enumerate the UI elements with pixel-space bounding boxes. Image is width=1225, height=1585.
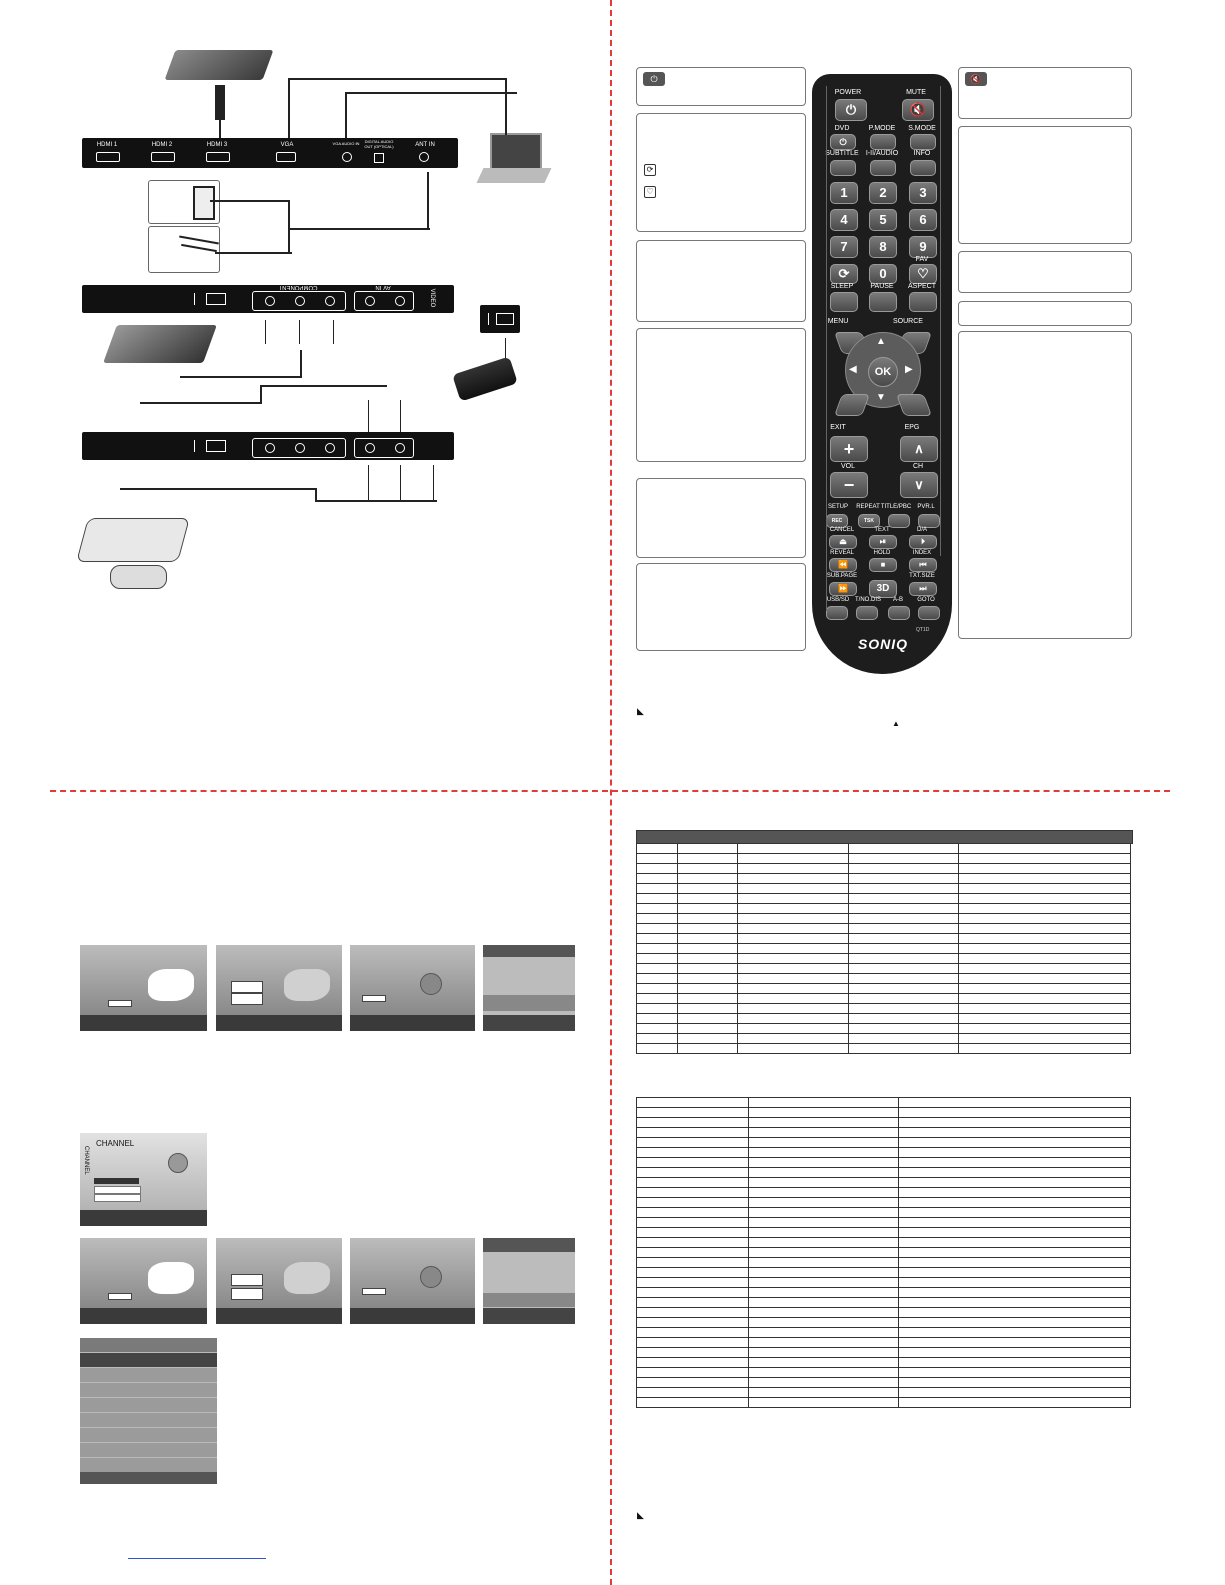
table-row	[637, 1268, 1131, 1278]
antenna-cable-h2	[215, 252, 292, 254]
port-label-optical: DIGITAL AUDIO OUT (OPTICAL)	[364, 139, 394, 149]
table-row	[637, 1338, 1131, 1348]
callout-numbers	[636, 113, 806, 232]
callout-nav	[636, 328, 806, 462]
dvd-label: DVD	[834, 125, 850, 132]
video-label: VIDEO	[429, 288, 435, 308]
setup-screen-scan-2	[483, 1238, 575, 1324]
callout-usb	[636, 563, 806, 651]
table-row	[637, 1158, 1131, 1168]
pause-label: PAUSE	[870, 283, 894, 290]
txtsize-label: TXT.SIZE	[909, 573, 935, 579]
subtitle-button[interactable]	[830, 160, 856, 176]
table-row	[637, 1108, 1131, 1118]
power-button[interactable]: ⏻	[835, 99, 867, 121]
titlepbc-button[interactable]	[888, 514, 910, 528]
audio-jack-l	[395, 296, 405, 306]
arrow-up-game-1	[368, 465, 369, 500]
laptop-cable	[505, 78, 507, 135]
antenna-cable-h	[210, 200, 290, 202]
vga-port	[276, 152, 296, 162]
dvd-component-cable	[180, 376, 302, 378]
tv-side-panel-2	[82, 432, 454, 460]
source-label: SOURCE	[893, 318, 923, 325]
fav-icon: ♡	[644, 186, 656, 198]
digit-6-button[interactable]: 6	[909, 209, 937, 231]
tv-rear-panel-top	[82, 138, 458, 168]
audio-button[interactable]	[870, 160, 896, 176]
fav-label: FAV	[915, 256, 929, 263]
table-row	[637, 1358, 1131, 1368]
table-row	[637, 874, 1131, 884]
antenna-cable-main	[288, 228, 430, 230]
table-row	[637, 1128, 1131, 1138]
nav-up-icon[interactable]: ▲	[876, 336, 886, 347]
hdmi-plug	[215, 85, 225, 120]
remote-brand: SONIQ	[857, 636, 909, 652]
table-row	[637, 864, 1131, 874]
pvrl-button[interactable]	[918, 514, 940, 528]
audio-cable-down	[345, 92, 347, 140]
subpage-label: SUB.PAGE	[826, 573, 858, 579]
satellite-icon	[168, 1153, 188, 1173]
channel-menu-title: CHANNEL	[96, 1139, 135, 1148]
spec-table-2	[636, 1097, 1131, 1408]
table-row	[637, 994, 1131, 1004]
horizontal-cut-line	[50, 790, 1170, 792]
digit-8-button[interactable]: 8	[869, 236, 897, 258]
port-label-hdmi3: HDMI 3	[206, 142, 228, 148]
laptop	[480, 133, 548, 188]
rec-button[interactable]: REC	[826, 514, 848, 528]
table-row	[637, 904, 1131, 914]
vga-cable-down	[288, 78, 290, 140]
setup-screen-tuner-2	[350, 1238, 475, 1324]
table-row	[637, 1138, 1131, 1148]
ch-up-button[interactable]: ∧	[900, 436, 938, 462]
text-label: TEXT	[874, 527, 890, 533]
table-row	[637, 844, 1131, 854]
callout-source	[958, 301, 1132, 326]
av-in-label: AV IN	[375, 284, 391, 290]
dvd-audio-cable-h2	[260, 385, 387, 387]
table-row	[637, 934, 1131, 944]
port-label-vga: VGA	[280, 142, 294, 148]
game-cable-h2	[315, 500, 437, 502]
setup-screen-scan	[483, 945, 575, 1031]
digit-4-button[interactable]: 4	[830, 209, 858, 231]
leader-line-left	[804, 86, 827, 611]
remote-model: QT1D	[916, 627, 930, 633]
goto-label: GOTO	[917, 597, 935, 603]
mute-button[interactable]: 🔇	[902, 99, 934, 121]
callout-mute	[958, 67, 1132, 119]
sleep-label: SLEEP	[830, 283, 854, 290]
ok-button[interactable]: OK	[868, 357, 898, 387]
info-label: INFO	[913, 150, 931, 157]
next-button[interactable]: ⏭	[909, 582, 937, 596]
vol-down-button[interactable]: −	[830, 472, 868, 498]
component-jack-pr	[265, 296, 275, 306]
table-row	[637, 1238, 1131, 1248]
arrow-down-1	[368, 400, 369, 432]
usb-port	[206, 293, 226, 305]
ab-button[interactable]	[888, 606, 910, 620]
vertical-cut-line	[610, 0, 612, 1585]
setup-screen-region-2	[216, 1238, 342, 1324]
subtitle-label: SUBTITLE	[825, 150, 859, 157]
table-row	[637, 1004, 1131, 1014]
table-row	[637, 1098, 1131, 1108]
leader-line-right	[940, 86, 959, 556]
dvd-cable-v	[300, 350, 302, 378]
audio-jack-r	[365, 296, 375, 306]
setup-screen-country	[80, 945, 207, 1031]
table-row	[637, 1278, 1131, 1288]
game-cable-h	[120, 488, 317, 490]
callout-sleep	[636, 240, 806, 322]
recall-icon: ⟳	[644, 164, 656, 176]
wall-socket-box	[148, 180, 220, 224]
table-row	[637, 1198, 1131, 1208]
3d-button[interactable]: 3D	[869, 580, 897, 598]
callout-power	[636, 67, 806, 106]
optical-port	[374, 153, 384, 163]
satellite-dish-icon	[420, 973, 442, 995]
table1-header	[636, 830, 1133, 844]
table-row	[637, 1148, 1131, 1158]
dvd-audio-cable-v	[260, 385, 262, 404]
table-row	[637, 1258, 1131, 1268]
usbsd-button[interactable]	[826, 606, 848, 620]
table-row	[637, 1248, 1131, 1258]
recall-button[interactable]: ⟳	[830, 264, 858, 284]
epg-label: EPG	[904, 424, 920, 431]
table-row	[637, 1308, 1131, 1318]
component-group-2	[252, 438, 346, 458]
setup-label: SETUP	[827, 504, 848, 510]
antenna-cable-up	[427, 172, 429, 230]
mute-label: MUTE	[906, 89, 926, 96]
hdmi2-port	[151, 152, 175, 162]
table-row	[637, 884, 1131, 894]
channel-menu-side-title: CHANNEL	[83, 1146, 89, 1175]
digit-5-button[interactable]: 5	[869, 209, 897, 231]
mute-icon: 🔇	[965, 72, 987, 86]
vol-label: VOL	[840, 463, 855, 470]
vga-audio-jack	[342, 152, 352, 162]
arrow-up-2	[299, 320, 300, 344]
component-group-1	[252, 284, 346, 311]
remote-control	[812, 74, 952, 674]
spec-table-1	[636, 843, 1131, 1054]
exit-label: EXIT	[830, 424, 846, 431]
table-row	[637, 854, 1131, 864]
table-row	[637, 1398, 1131, 1408]
hdmi1-port	[96, 152, 120, 162]
tsk-button[interactable]: TSK	[858, 514, 880, 528]
callout-aspect	[958, 251, 1132, 293]
nav-right-icon[interactable]: ▶	[905, 364, 913, 375]
setup-screen-country-2	[80, 1238, 207, 1324]
pvrl-label: PVR.L	[917, 504, 935, 510]
audio-label: I-II/AUDIO	[865, 150, 899, 157]
table-row	[637, 1168, 1131, 1178]
game-controller	[110, 565, 167, 589]
callout-modes	[958, 126, 1132, 244]
note-icon: ◣	[637, 706, 644, 716]
arrow-up-game-3	[433, 465, 434, 500]
smode-label: S.MODE	[908, 125, 936, 132]
table-row	[637, 1348, 1131, 1358]
rewind-button[interactable]: ⏪	[829, 558, 857, 572]
table-row	[637, 1388, 1131, 1398]
game-console	[76, 518, 190, 562]
arrow-up-game-2	[400, 465, 401, 500]
arrow-up-1	[265, 320, 266, 344]
setup-screen-tuner	[350, 945, 475, 1031]
index-label: INDEX	[912, 550, 932, 556]
hold-label: HOLD	[873, 550, 891, 556]
port-label-hdmi1: HDMI 1	[96, 142, 118, 148]
reveal-label: REVEAL	[830, 550, 854, 556]
component-jack-y	[325, 296, 335, 306]
usb-symbol	[194, 293, 203, 305]
nav-down-right-button[interactable]	[896, 394, 932, 416]
aspect-button[interactable]	[909, 292, 937, 312]
audio-cable	[345, 92, 517, 94]
table-row	[637, 954, 1131, 964]
digit-2-button[interactable]: 2	[869, 182, 897, 204]
settings-menu-list	[80, 1338, 217, 1484]
prev-button[interactable]: ⏮	[909, 558, 937, 572]
hdmi3-port	[206, 152, 230, 162]
dvd-player-2	[103, 325, 217, 363]
table-row	[637, 1014, 1131, 1024]
digit-7-button[interactable]: 7	[830, 236, 858, 258]
australia-map	[148, 969, 194, 1001]
channel-menu	[80, 1133, 207, 1226]
power-icon: ⏻	[643, 72, 665, 86]
table-row	[637, 1328, 1131, 1338]
table-row	[637, 1288, 1131, 1298]
table-row	[637, 974, 1131, 984]
audio-group-2	[354, 438, 414, 458]
callout-setup	[636, 478, 806, 558]
table-row	[637, 1024, 1131, 1034]
table-row	[637, 1188, 1131, 1198]
titlepbc-label: TITLE/PBC	[880, 504, 912, 510]
nav-down-icon[interactable]: ▼	[876, 392, 886, 403]
nav-left-icon[interactable]: ◀	[849, 364, 857, 375]
port-label-vga-audio: VGA AUDIO IN	[332, 141, 360, 146]
ab-label: A-B	[892, 597, 903, 603]
audio-group-1	[354, 284, 414, 311]
setup-screen-region	[216, 945, 342, 1031]
pmode-button[interactable]	[870, 134, 896, 150]
tnodis-button[interactable]	[856, 606, 878, 620]
tnodis-label: T/NO.DIS	[854, 597, 881, 603]
smode-button[interactable]	[910, 134, 936, 150]
table-row	[637, 1298, 1131, 1308]
aspect-label: ASPECT	[907, 283, 936, 290]
table-row	[637, 1318, 1131, 1328]
dvd-audio-cable	[140, 402, 262, 404]
usb-stick	[452, 356, 518, 401]
table-row	[637, 1044, 1131, 1054]
table-row	[637, 1118, 1131, 1128]
cancel-label: CANCEL	[829, 527, 855, 533]
table-row	[637, 944, 1131, 954]
table-row	[637, 1208, 1131, 1218]
component-label: COMPONENT	[278, 284, 318, 290]
nav-down-left-button[interactable]	[834, 394, 870, 416]
pmode-label: P.MODE	[868, 125, 896, 132]
fav-button[interactable]: ♡	[909, 264, 937, 284]
table-row	[637, 1228, 1131, 1238]
dvd-button[interactable]: ⏻	[830, 134, 856, 150]
port-label-hdmi2: HDMI 2	[151, 142, 173, 148]
ch-label: CH	[912, 463, 924, 470]
component-jack-pb	[295, 296, 305, 306]
tv-side-panel-1	[82, 285, 454, 313]
power-label: POWER	[834, 89, 862, 96]
usb-icon-box	[480, 305, 520, 333]
table-row	[637, 1368, 1131, 1378]
table-row	[637, 914, 1131, 924]
note-triangle-icon: ▲	[892, 719, 900, 728]
vga-cable	[288, 78, 507, 80]
note-icon-2: ◣	[637, 1510, 644, 1520]
port-label-ant: ANT IN	[415, 142, 435, 148]
usbsd-label: USB/SD	[826, 597, 850, 603]
ch-down-button[interactable]: ∨	[900, 472, 938, 498]
table-row	[637, 1218, 1131, 1228]
table-row	[637, 1178, 1131, 1188]
table-row	[637, 924, 1131, 934]
antenna-cable-v	[288, 200, 290, 254]
repeat-label: REPEAT	[856, 504, 880, 510]
goto-button[interactable]	[918, 606, 940, 620]
callout-teletext	[958, 331, 1132, 639]
stop-button[interactable]: ⏹	[869, 558, 897, 572]
ant-jack	[419, 152, 429, 162]
eject-button[interactable]: ⏏	[829, 535, 857, 549]
menu-label: MENU	[827, 318, 849, 325]
dvd-player-top	[165, 50, 274, 80]
vol-up-button[interactable]: +	[830, 436, 868, 462]
step-button[interactable]: ⏵	[909, 535, 937, 549]
digit-9-button[interactable]: 9	[909, 236, 937, 258]
table-row	[637, 1034, 1131, 1044]
digit-1-button[interactable]: 1	[830, 182, 858, 204]
footer-link[interactable]	[128, 1558, 266, 1559]
antenna-box	[148, 226, 220, 273]
ff-button[interactable]: ⏩	[829, 582, 857, 596]
da-label: D/A	[916, 527, 927, 533]
table-row	[637, 1378, 1131, 1388]
sleep-button[interactable]	[830, 292, 858, 312]
digit-0-button[interactable]: 0	[869, 264, 897, 284]
info-button[interactable]	[910, 160, 936, 176]
table-row	[637, 984, 1131, 994]
pause-button[interactable]	[869, 292, 897, 312]
digit-3-button[interactable]: 3	[909, 182, 937, 204]
table-row	[637, 894, 1131, 904]
arrow-down-2	[400, 400, 401, 432]
table-row	[637, 964, 1131, 974]
play-pause-button[interactable]: ⏯	[869, 535, 897, 549]
arrow-up-3	[333, 320, 334, 344]
